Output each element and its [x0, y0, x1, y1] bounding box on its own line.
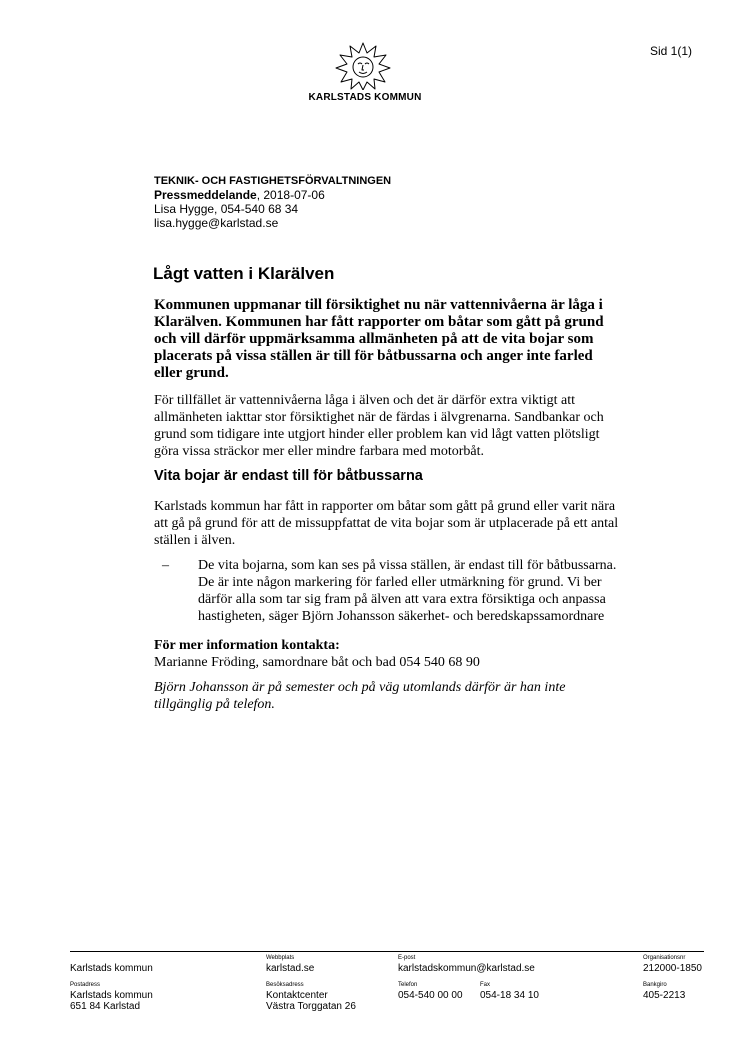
contact-info [154, 637, 624, 671]
footer-bankgiro-label: Bankgiro [643, 982, 667, 988]
footer-web-link[interactable]: karlstad.se [266, 963, 315, 974]
article-paragraph: För tillfället är vattennivåerna låga i älven och det är därför extra viktigt att allmänheten iakttar stor försiktighet när de färdas i älvgrenarna. Sandbankar och grund som tidigare inte utgjort hinder eller problem kan vid lågt vatten plötsligt göra vissa sträckor mer eller mindre farbara med motorbåt. [154, 393, 604, 459]
footer-phone-label: Telefon [398, 982, 418, 988]
doc-type-line [154, 188, 391, 202]
article-note: Björn Johansson är på semester och på väg utomlands därför är han inte tillgänglig på telefon. [154, 680, 566, 712]
organization-name: KARLSTADS KOMMUN [308, 92, 422, 103]
footer-web-label: Webbplats [266, 955, 295, 961]
footer-fax-label: Fax [480, 982, 491, 988]
footer-orgnr-value: 212000-1850 [643, 963, 702, 974]
doc-type: Pressmeddelande [154, 188, 257, 202]
document-header [154, 174, 391, 230]
footer-orgnr-label: Organisationsnr [643, 955, 686, 961]
article-paragraph: Karlstads kommun har fått in rapporter om båtar som gått på grund eller varit nära att gå på grund för att de missuppfattat de vita bojar som är utplacerade på ett antal ställen i älven. [154, 499, 619, 548]
page-number: Sid 1(1) [650, 44, 693, 58]
article-subheading: Vita bojar är endast till för båtbussarna [154, 468, 423, 484]
contact-person: Marianne Fröding, samordnare båt och bad 054 540 68 90 [154, 655, 480, 670]
doc-date: , 2018-07-06 [256, 188, 325, 202]
footer-divider [70, 951, 704, 952]
sun-logo-icon [330, 42, 396, 90]
article-body [154, 297, 624, 721]
footer-email-label: E-post [398, 955, 416, 961]
footer-email-link[interactable]: karlstadskommun@karlstad.se [398, 963, 535, 974]
footer-org-name: Karlstads kommun [70, 963, 153, 974]
article-title: Lågt vatten i Klarälven [153, 264, 335, 283]
footer-postal-label: Postadress [70, 982, 101, 988]
quote-text: De vita bojarna, som kan ses på vissa ställen, är endast till för båtbussarna. De är inte någon markering för farled eller utmärkning för grund. Vi ber därför alla som tar sig fram på älven att vara extra försiktiga och anpassa hastigheten, säger Björn Johansson säkerhet- och beredskapssamordnare [198, 558, 617, 624]
footer-postal-line: Karlstads kommun [70, 990, 153, 1001]
footer-visit-label: Besöksadress [266, 982, 304, 988]
footer-visit-line: Västra Torggatan 26 [266, 1001, 356, 1012]
contact-email: lisa.hygge@karlstad.se [154, 216, 279, 230]
list-dash: – [162, 558, 169, 573]
footer-visit-line: Kontaktcenter [266, 990, 328, 1001]
contact-line: Lisa Hygge, 054-540 68 34 [154, 202, 299, 216]
footer-postal-line: 651 84 Karlstad [70, 1001, 141, 1012]
article-lead: Kommunen uppmanar till försiktighet nu när vattennivåerna är låga i Klarälven. Kommunen har fått rapporter om båtar som gått på grund och vill därför uppmärksamma allmänheten på att de vita bojar som placerats på vissa ställen är till för båtbussarna och anger inte farled eller grund. [154, 297, 604, 381]
footer-phone-value: 054-540 00 00 [398, 990, 463, 1001]
quote-item [162, 557, 624, 625]
footer-bankgiro-value: 405-2213 [643, 990, 686, 1001]
contact-heading: För mer information kontakta: [154, 638, 340, 653]
department-name: TEKNIK- OCH FASTIGHETSFÖRVALTNINGEN [154, 175, 392, 187]
footer-fax-value: 054-18 34 10 [480, 990, 539, 1001]
